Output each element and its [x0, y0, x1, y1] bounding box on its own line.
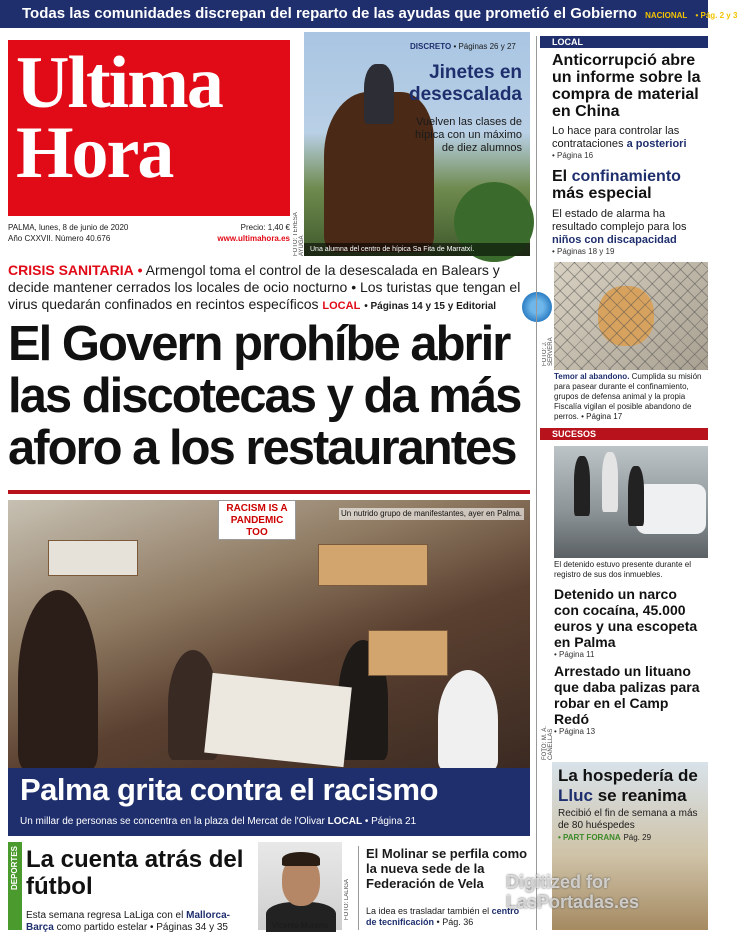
confinamiento-headline: El confinamiento más especial — [552, 168, 681, 202]
agent-figure — [628, 466, 644, 526]
deportes-subhead: Esta semana regresa LaLiga con el Mallorca-Barça como partido estelar • Páginas 34 y 35 — [26, 910, 231, 933]
red-divider — [8, 490, 530, 494]
anticorrupcio-story[interactable] — [540, 48, 708, 160]
place-date: PALMA, lunes, 8 de junio de 2020 — [8, 223, 129, 232]
protest-subhead: Un millar de personas se concentra en la plaza del Mercat de l'Olivar LOCAL • Página 21 — [20, 816, 417, 827]
molinar-headline[interactable]: El Molinar se perfila como la nueva sede de la Federación de Vela — [366, 846, 528, 891]
discreto-kicker: DISCRETO • Páginas 26 y 27 — [410, 42, 516, 51]
protester-figure — [18, 590, 98, 770]
column-divider — [358, 846, 359, 930]
sucesos-photo-block[interactable] — [540, 440, 708, 580]
coach-name: Vicente Moreno — [272, 921, 328, 930]
agent-figure — [574, 456, 590, 516]
lituano-pages: • Página 13 — [554, 727, 596, 736]
protest-photo-caption: Un nutrido grupo de manifestantes, ayer en Palma. — [341, 509, 522, 518]
top-banner-text: Todas las comunidades discrepan del reparto de las ayudas que prometió el Gobierno — [22, 5, 637, 22]
lluc-headline: La hospedería de Lluc se reanima — [558, 766, 698, 805]
coach-hair — [282, 852, 320, 866]
crisis-section: LOCAL — [322, 300, 361, 312]
lluc-subhead: Recibió el fin de semana a más de 80 huéspedes • PART FORANA Pág. 29 — [558, 808, 698, 842]
protester-figure — [438, 670, 498, 770]
confinamiento-story[interactable] — [540, 160, 708, 256]
sidebar-rule — [536, 36, 537, 930]
arrest-photo — [554, 446, 708, 558]
narco-pages: • Página 11 — [554, 650, 595, 659]
car-shape — [636, 484, 706, 534]
cardboard-sign — [48, 540, 138, 576]
main-headline[interactable]: El Govern prohíbe abrir las discotecas y da más aforo a los restaurantes — [8, 317, 521, 475]
abandono-caption: Temor al abandono. Cumplida su misión para pasear durante el confinamiento, grupos de defensa animal y la propia Fiscalía vigilan el posible abandono de perros. • Página 17 — [554, 372, 702, 421]
crisis-block[interactable] — [8, 262, 528, 315]
price: Precio: 1,40 € — [240, 223, 290, 232]
section-label-local: LOCAL — [540, 36, 708, 48]
issue-number: Año CXXVII. Número 40.676 — [8, 234, 111, 243]
fence-pattern — [554, 262, 708, 370]
anticorrupcio-pages: • Página 16 — [552, 151, 594, 160]
top-banner[interactable] — [0, 0, 737, 28]
section-label-sucesos: SUCESOS — [540, 428, 708, 440]
masthead-meta — [8, 222, 290, 244]
logo-line-2: Hora — [16, 112, 173, 194]
crisis-kicker: CRISIS SANITARIA — [8, 262, 134, 278]
crisis-bullet: • — [137, 262, 143, 278]
protest-headline-bar[interactable] — [8, 768, 530, 836]
right-column — [540, 36, 708, 736]
website-link[interactable]: www.ultimahora.es — [217, 234, 290, 243]
confinamiento-subhead: El estado de alarma ha resultado complejo para los niños con discapacidad — [552, 208, 687, 246]
confinamiento-pages: • Páginas 18 y 19 — [552, 247, 615, 256]
protest-headline: Palma grita contra el racismo — [20, 772, 438, 807]
rider-shape — [364, 64, 394, 124]
watermark: Digitized for LasPortadas.es — [506, 872, 640, 912]
discreto-subhead: Vuelven las clases de hípica con un máximo de diez alumnos — [415, 116, 522, 154]
detainee-figure — [602, 452, 618, 512]
top-banner-pages: • Pág. 2 y 3 — [695, 11, 737, 20]
lituano-headline: Arrestado un lituano que daba palizas para robar en el Camp Redó — [554, 663, 700, 727]
deportes-tag: DEPORTES — [8, 842, 22, 930]
top-banner-section: NACIONAL — [645, 11, 688, 20]
narco-story[interactable] — [540, 580, 708, 659]
racism-sign: RACISM IS A PANDEMIC TOO — [218, 500, 296, 540]
deportes-credit: FOTO: LALIGA — [344, 879, 350, 920]
dog-photo — [554, 262, 708, 370]
cardboard-sign — [368, 630, 448, 676]
discreto-credit: FOTO: TERESA AYUGA — [293, 212, 305, 256]
molinar-subhead: La idea es trasladar también el centro de tecnificación • Pág. 36 — [366, 906, 520, 927]
dog-photo-block[interactable] — [540, 256, 708, 422]
lituano-story[interactable] — [540, 659, 708, 736]
discreto-caption: Una alumna del centro de hípica Sa Fita de Marratxí. — [304, 243, 530, 256]
white-banner — [204, 673, 352, 767]
anticorrupcio-subhead: Lo hace para controlar las contrataciones a posteriori — [552, 125, 687, 150]
protest-credit: FOTO: MIQUEL ÀNGEL CAÑELLAS — [2, 662, 8, 760]
coach-photo[interactable] — [258, 842, 342, 930]
sucesos-credit: FOTO: M. À. CAÑELLAS — [542, 726, 554, 760]
cardboard-sign — [318, 544, 428, 586]
narco-headline: Detenido un narco con cocaína, 45.000 euros y una escopeta en Palma — [554, 586, 698, 650]
anticorrupcio-headline: Anticorrupció abre un informe sobre la compra de material en China — [552, 52, 701, 120]
crisis-pages: • Páginas 14 y 15 y Editorial — [364, 301, 497, 312]
dog-credit: FOTO: J. SERVERA — [542, 337, 554, 366]
discreto-headline: Jinetes en desescalada — [408, 62, 522, 105]
logo-line-1: Ultima — [16, 42, 222, 124]
protest-photo[interactable] — [8, 500, 530, 768]
sucesos-caption: El detenido estuvo presente durante el registro de sus dos inmuebles. — [554, 560, 691, 579]
discreto-feature[interactable] — [304, 32, 530, 256]
crisis-text: Armengol toma el control de la desescalada en Balears y decide mantener cerrados los locales de ocio nocturno • Los turistas que tengan el virus quedarán confinados en recintos específicos — [8, 262, 521, 312]
masthead-logo[interactable] — [8, 40, 290, 216]
deportes-headline[interactable]: La cuenta atrás del fútbol — [26, 846, 244, 900]
